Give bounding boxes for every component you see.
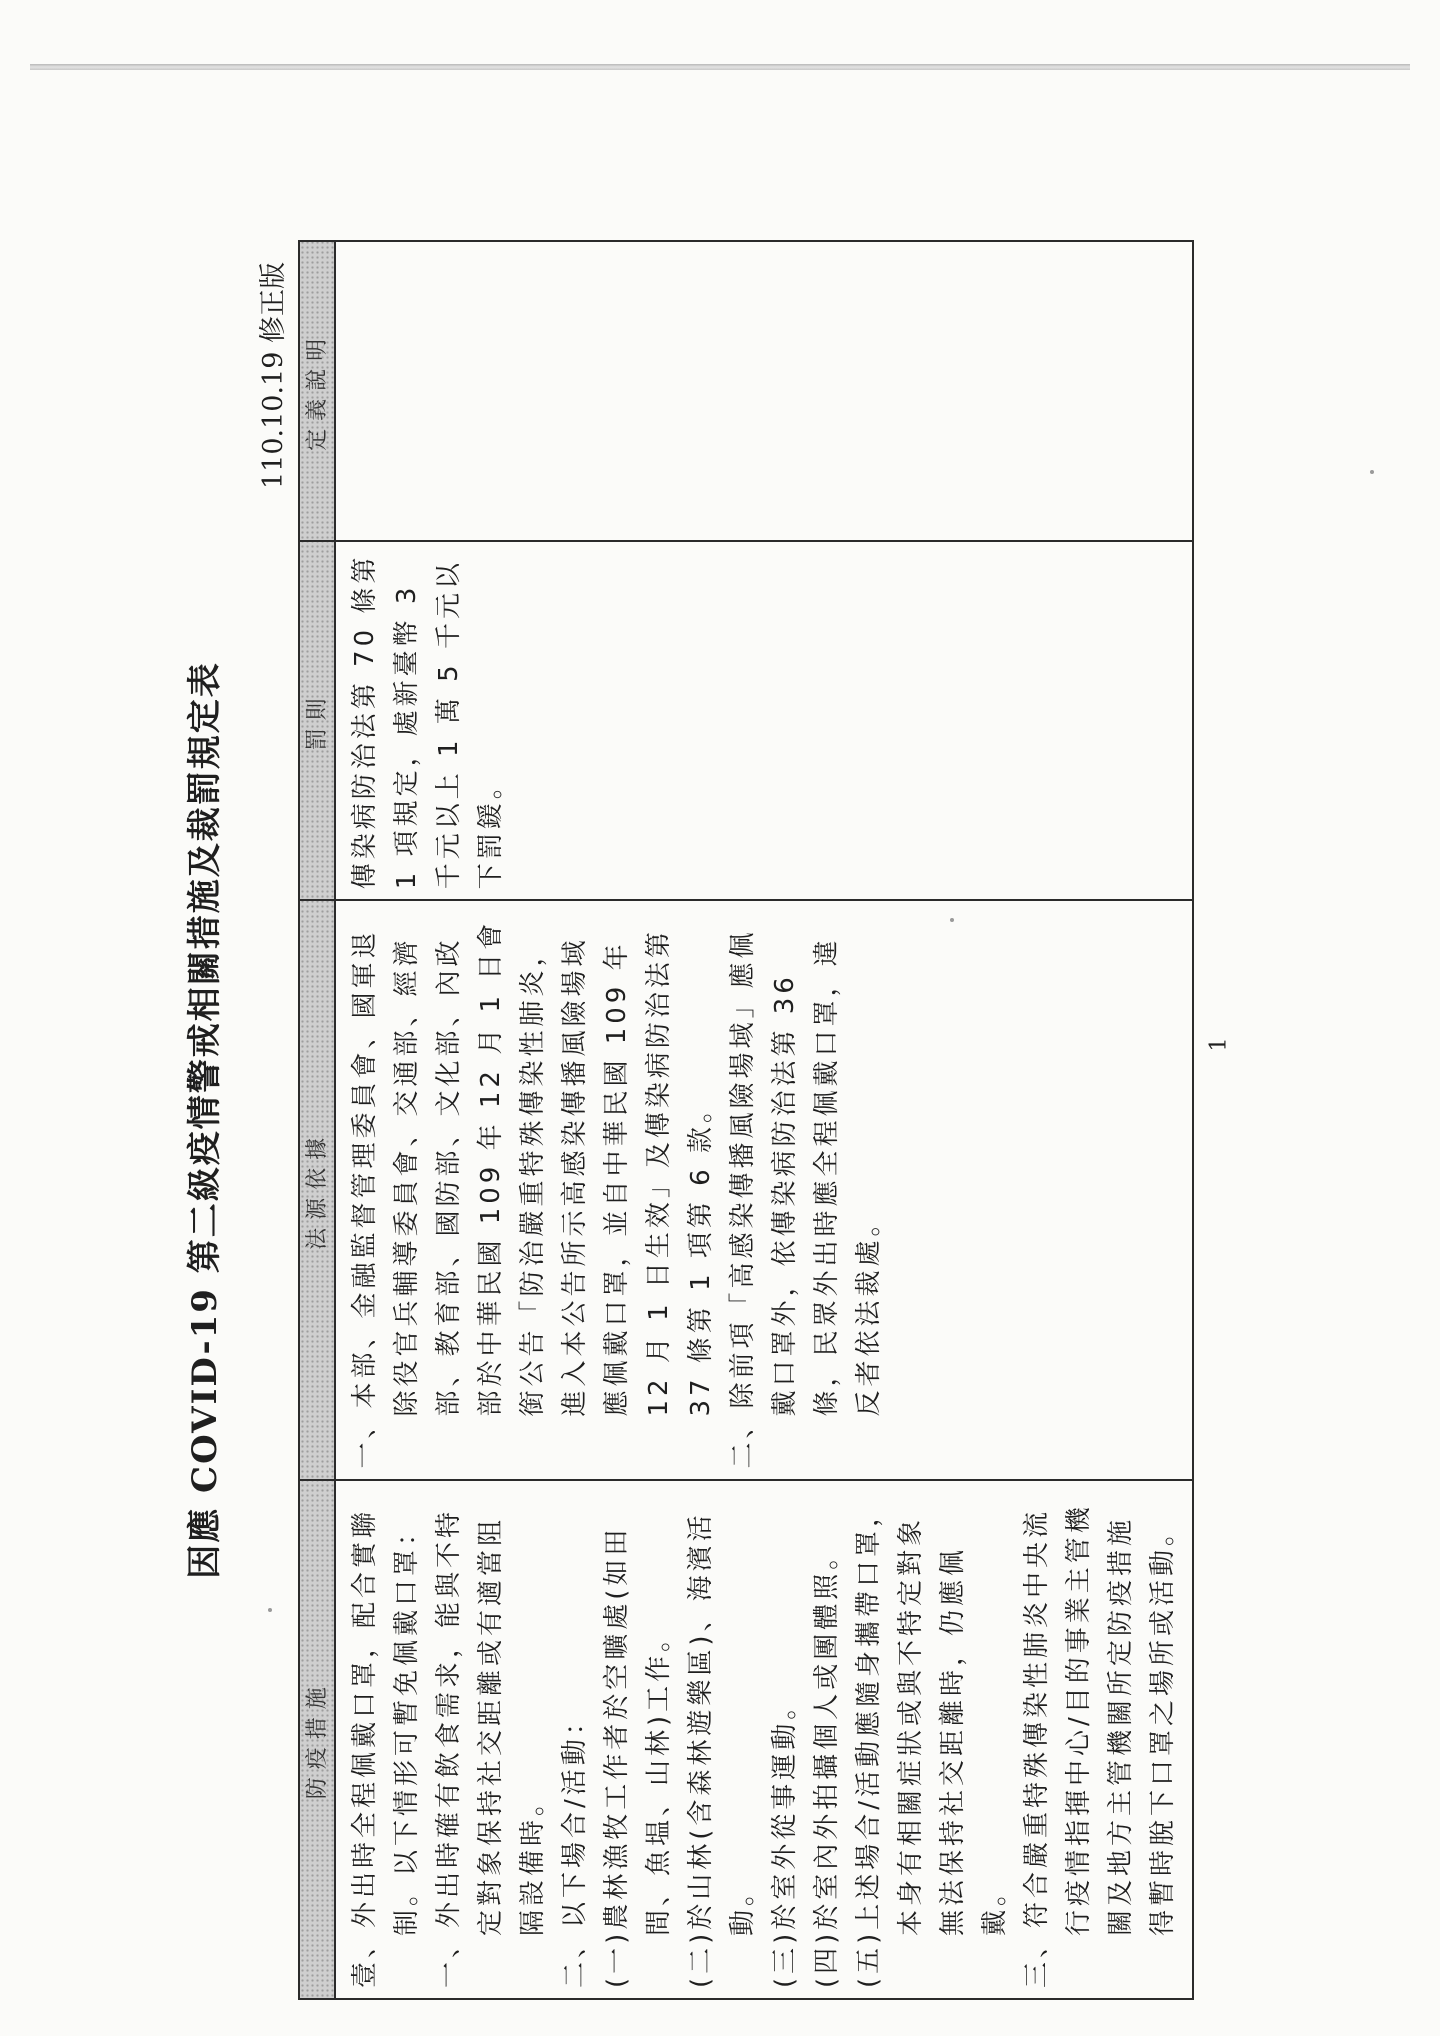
header-definition: 定義說明 bbox=[299, 241, 335, 541]
version-label: 110.10.19 修正版 bbox=[258, 262, 289, 489]
scan-border-line bbox=[30, 64, 1410, 70]
penalty-cell bbox=[335, 541, 1193, 901]
header-penalty: 罰則 bbox=[299, 541, 335, 901]
legal-basis-item: 一、本部、金融監督管理委員會、國軍退除役官兵輔導委員會、交通部、經濟部、教育部、國防部、文化部、內政部於中華民國 109 年 12 月 1 日會銜公告「防治嚴重特殊傳染性肺炎，進入本公告所示高感染傳播風險場域應佩戴口罩，並自中華民國 109 年 12 月 1 日生效」及傳染病防治法第 37 條第 1 項第 6 款。 bbox=[350, 919, 716, 1469]
measure-item: 一、外出時確有飲食需求，能與不特定對象保持社交距離或有適當阻隔設備時。 bbox=[434, 1507, 548, 1988]
document-title: 因應 COVID-19 第二級疫情警戒相關措施及裁罰規定表 bbox=[185, 661, 225, 1579]
regulation-table bbox=[298, 240, 1194, 2000]
measure-item: (一)農林漁牧工作者於空曠處(如田間、魚塭、山林)工作。 bbox=[602, 1525, 674, 1988]
page-number: 1 bbox=[1206, 1037, 1232, 1052]
measure-item: 二、以下場合/活動： bbox=[560, 1705, 590, 1988]
measure-item: 三、符合嚴重特殊傳染性肺炎中央流行疫情指揮中心/目的事業主管機關及地方主管機關所定防疫措施得暫時脫下口罩之場所或活動。 bbox=[1022, 1503, 1178, 1988]
measure-item: (三)於室外從事運動。 bbox=[770, 1689, 800, 1988]
rotated-page-content bbox=[175, 240, 1215, 2000]
definition-cell bbox=[335, 241, 1193, 541]
header-legal-basis: 法源依據 bbox=[299, 900, 335, 1479]
measures-cell bbox=[335, 1480, 1193, 1999]
legal-basis-item: 二、除前項「高感染傳播風險場域」應佩戴口罩外，依傳染病防治法第 36 條，民眾外出時應全程佩戴口罩，違反者依法裁處。 bbox=[728, 928, 884, 1469]
scan-speck bbox=[1370, 470, 1374, 474]
table-row bbox=[335, 241, 1193, 1999]
measure-item: 壹、外出時全程佩戴口罩，配合實聯制。以下情形可暫免佩戴口罩： bbox=[350, 1507, 422, 1988]
penalty-text: 傳染病防治法第 70 條第 1 項規定，處新臺幣 3 千元以上 1 萬 5 千元以下罰鍰。 bbox=[350, 553, 506, 890]
table-header-row bbox=[299, 241, 335, 1999]
measure-item: (二)於山林(含森林遊樂區)、海濱活動。 bbox=[686, 1511, 758, 1988]
legal-basis-cell bbox=[335, 900, 1193, 1479]
measure-item: (五)上述場合/活動應隨身攜帶口罩，本身有相關症狀或與不特定對象無法保持社交距離時，仍應佩戴。 bbox=[854, 1496, 1010, 1988]
measure-item: (四)於室內外拍攝個人或團體照。 bbox=[812, 1539, 842, 1988]
header-measures: 防疫措施 bbox=[299, 1480, 335, 1999]
